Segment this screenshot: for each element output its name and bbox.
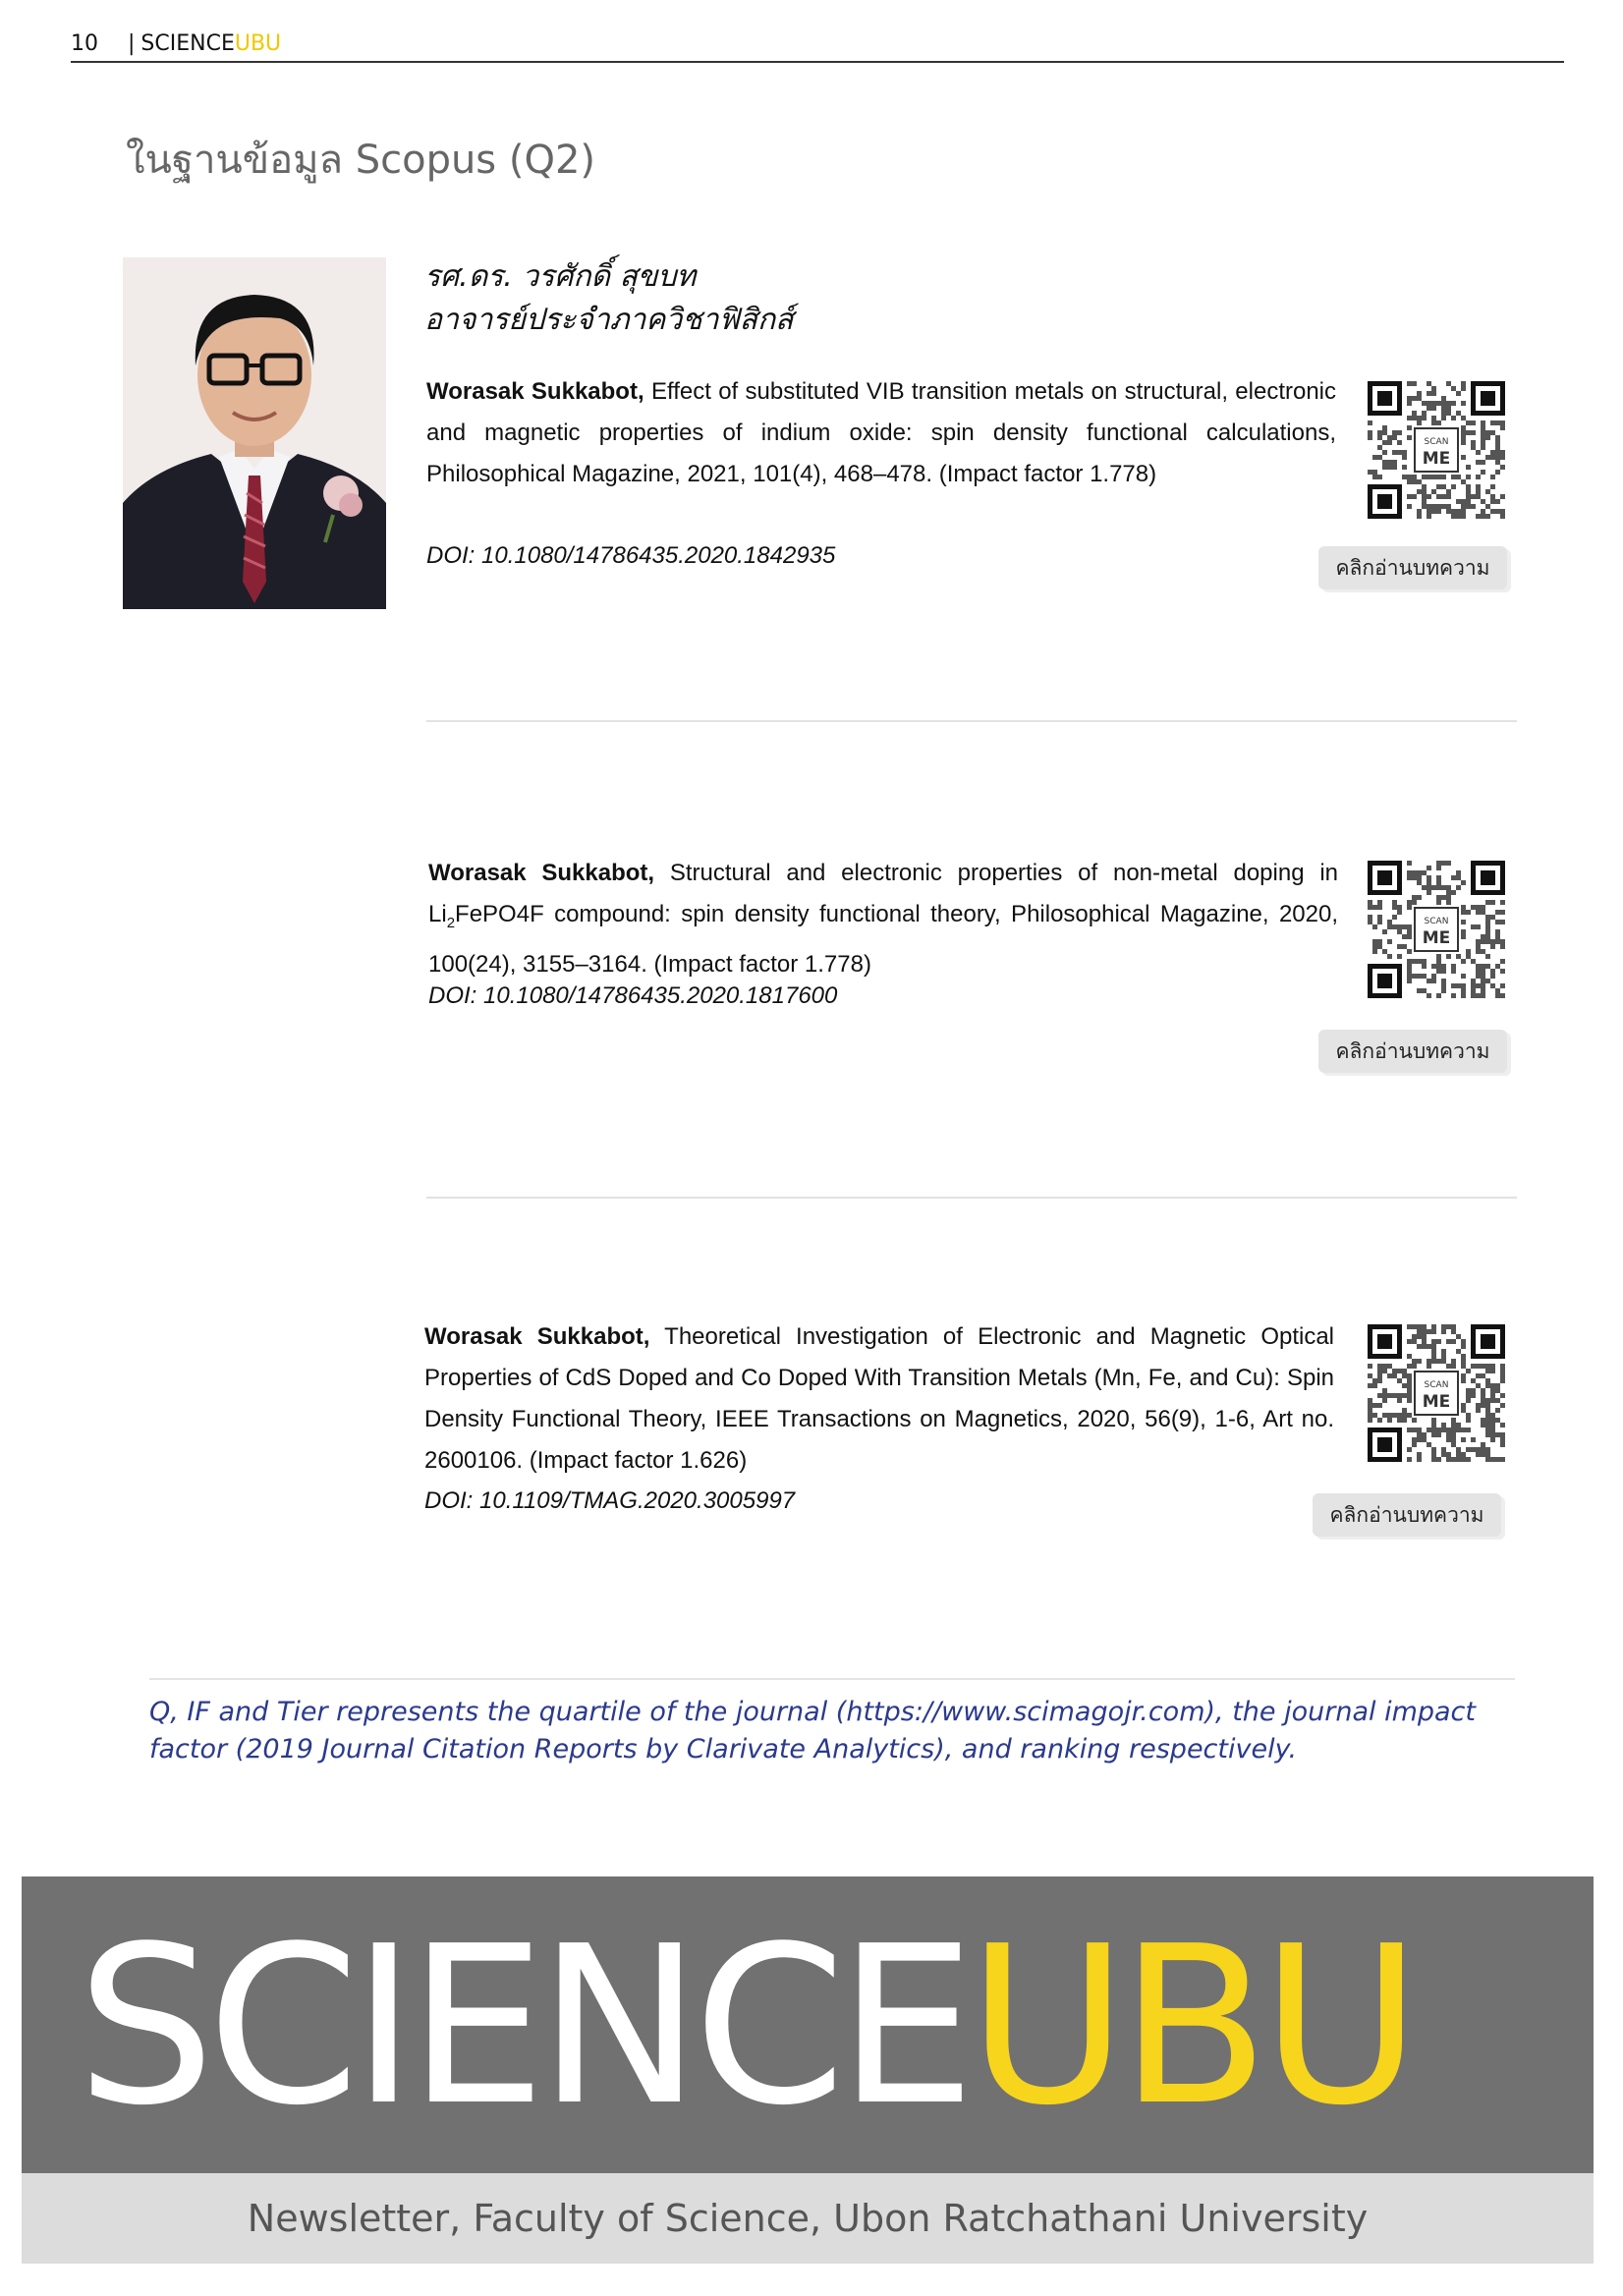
section-heading: ในฐานข้อมูล Scopus (Q2) (126, 138, 596, 183)
header-brand-science: SCIENCE (140, 31, 235, 56)
header-brand-ubu: UBU (234, 31, 282, 56)
publication-citation: Effect of substituted VIB transition metals on structural, electronic and magnetic properties of indium oxide: spin density functional calculations, Philosophical Magazine, 2021, 101(4), 468–478. (Impact factor 1.778) (426, 378, 1337, 487)
logo-ubu: UBU (968, 1900, 1414, 2154)
banner-logo (77, 1884, 1413, 2169)
qr-code-icon[interactable] (1368, 861, 1505, 998)
footnote-divider (149, 1678, 1515, 1680)
divider (426, 1197, 1517, 1199)
tagline-bar (22, 2173, 1594, 2264)
svg-text:ME: ME (1422, 1392, 1451, 1412)
svg-text:SCAN: SCAN (1424, 437, 1449, 447)
publication-entry (426, 371, 1336, 495)
publication-doi: DOI: 10.1109/TMAG.2020.3005997 (424, 1487, 796, 1514)
page-number: 10 (71, 31, 98, 56)
publication-doi: DOI: 10.1080/14786435.2020.1842935 (426, 542, 836, 569)
publication-entry (424, 1316, 1334, 1482)
publication-subscript: 2 (446, 914, 456, 931)
tagline: Newsletter, Faculty of Science, Ubon Ratchathani University (247, 2197, 1369, 2240)
qr-code-icon[interactable] (1368, 381, 1505, 519)
publication-author: Worasak Sukkabot, (428, 860, 655, 886)
publication-author: Worasak Sukkabot, (424, 1323, 650, 1350)
read-article-button[interactable]: คลิกอ่านบทความ (1318, 1030, 1507, 1073)
svg-text:ME: ME (1422, 449, 1451, 469)
author-portrait-icon (123, 257, 386, 609)
running-header (71, 28, 1564, 63)
publication-doi: DOI: 10.1080/14786435.2020.1817600 (428, 982, 838, 1009)
brand-banner (22, 1876, 1594, 2173)
read-article-button[interactable]: คลิกอ่านบทความ (1318, 546, 1507, 589)
publication-citation-part2: FePO4F compound: spin density functional theory, Philosophical Magazine, 2020, 100(24), 3155–3164. (Impact factor 1.778) (428, 901, 1338, 978)
publication-citation: Theoretical Investigation of Electronic and Magnetic Optical Properties of CdS Doped and Co Doped With Transition Metals (Mn, Fe, and Cu): Spin Density Functional Theory, IEEE Transactions on Magnetics, 2020, 56(9), 1-6, Art no. 2600106. (Impact factor 1.626) (424, 1323, 1335, 1474)
read-article-button[interactable]: คลิกอ่านบทความ (1313, 1493, 1501, 1537)
author-title: อาจารย์ประจำภาควิชาฟิสิกส์ (424, 303, 794, 337)
publication-author: Worasak Sukkabot, (426, 378, 644, 405)
publication-citation-part1: Structural and electronic properties of non-metal doping in Li (428, 860, 1339, 927)
author-name: รศ.ดร. วรศักดิ์ สุขบท (424, 259, 697, 294)
qr-code-icon[interactable] (1368, 1324, 1505, 1462)
header-separator: | (128, 31, 136, 56)
divider (426, 720, 1517, 722)
logo-science: SCIENCE (77, 1900, 969, 2154)
svg-text:SCAN: SCAN (1424, 1380, 1449, 1390)
svg-text:ME: ME (1422, 928, 1451, 948)
footnote: Q, IF and Tier represents the quartile of the journal (https://www.scimagojr.com), the journal impact factor (2019 Journal Citation Reports by Clarivate Analytics), and ranking respectively. (149, 1697, 1476, 1764)
author-photo (123, 257, 386, 609)
publication-entry (428, 853, 1338, 985)
svg-text:SCAN: SCAN (1424, 917, 1449, 926)
